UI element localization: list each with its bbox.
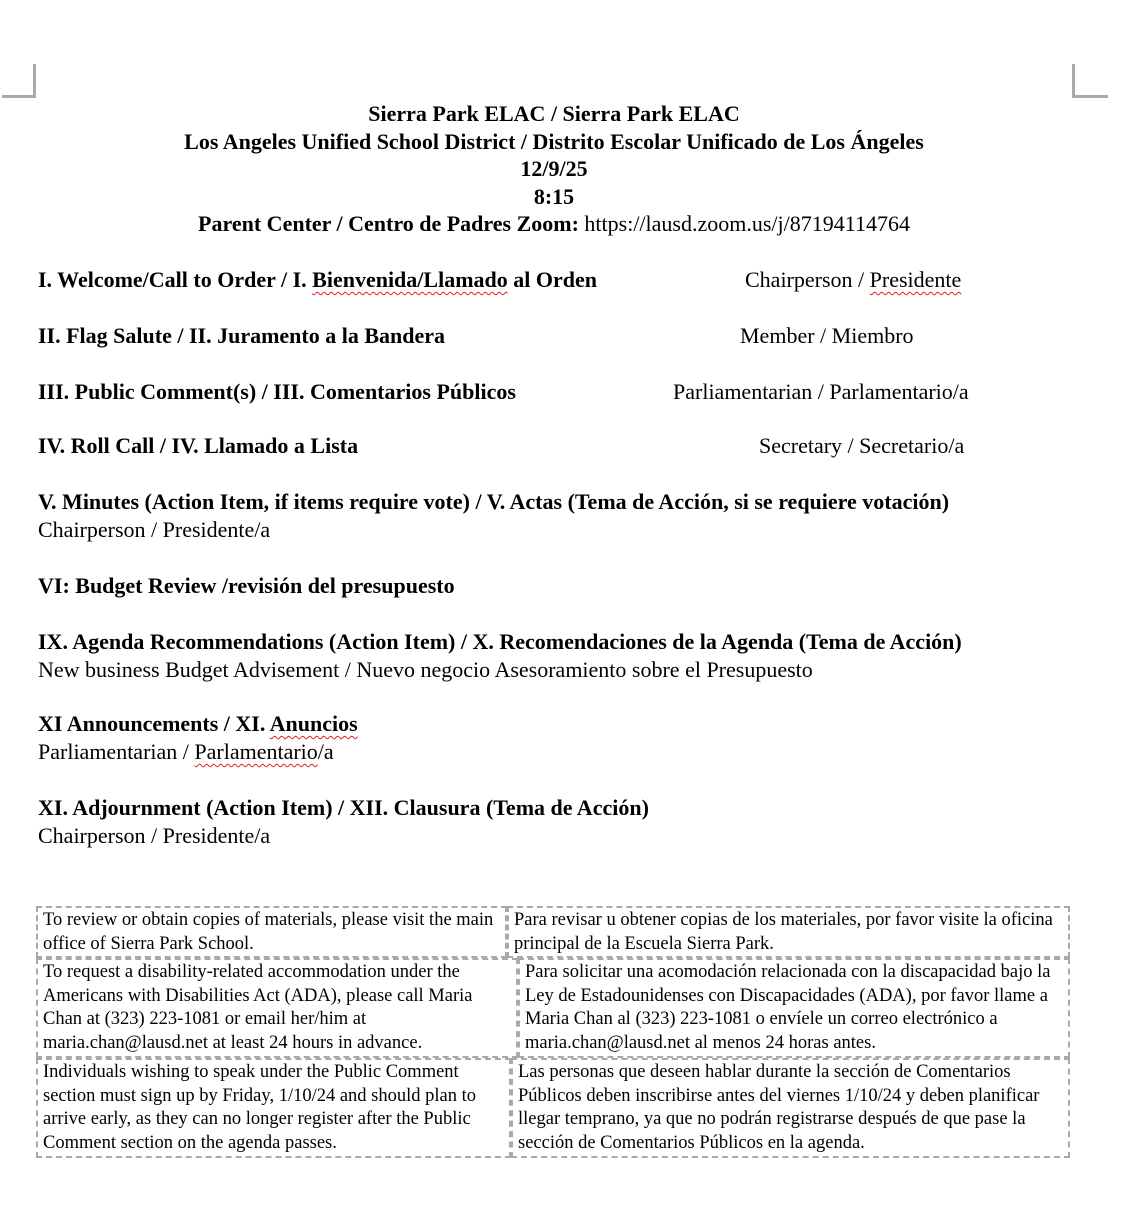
spellcheck-flagged-word[interactable]: Parlamentario [194,739,318,764]
notice-english: To request a disability-related accommodation under the Americans with Disabilities Act (ADA), please call Maria Chan at (323) 223-1081 or email her/him at maria.chan@lausd.net at least 24 hours in advance. [36,958,518,1058]
agenda-item-2-role: Member / Miembro [740,323,914,348]
agenda-item-role: New business Budget Advisement / Nuevo negocio Asesoramiento sobre el Presupuesto [38,657,813,682]
agenda-item-4-role: Secretary / Secretario/a [759,433,965,458]
meeting-location [0,210,1108,238]
agenda-item-title: VI: Budget Review /revisión del presupuesto [38,573,455,598]
district-name: Los Angeles Unified School District / Distrito Escolar Unificado de Los Ángeles [184,128,924,154]
agenda-item-title: I. Welcome/Call to Order / I. Bienvenida/Llamado al Orden [38,267,597,292]
agenda-item-announcements [38,710,358,766]
agenda-item-9 [38,628,962,684]
notice-english: Individuals wishing to speak under the Public Comment section must sign up by Friday, 1/10/24 and should plan to arrive early, as they can no longer register after the Public Comment section on the agenda passes. [36,1058,511,1158]
notice-english: To review or obtain copies of materials, please visit the main office of Sierra Park School. [36,906,507,958]
notices-table [36,906,1070,1158]
agenda-item-6 [38,572,455,600]
agenda-item-3 [38,378,516,406]
agenda-item-4 [38,432,358,460]
page-corner-mark-top-right [1072,64,1108,98]
agenda-item-title: II. Flag Salute / II. Juramento a la Bandera [38,323,446,348]
agenda-item-title: IX. Agenda Recommendations (Action Item) / X. Recomendaciones de la Agenda (Tema de Acción) [38,629,962,654]
agenda-item-5 [38,488,949,544]
meeting-header [0,100,1108,238]
meeting-title: Sierra Park ELAC / Sierra Park ELAC [368,101,740,126]
agenda-item-2 [38,322,445,350]
notice-row-materials [36,906,1070,958]
spellcheck-flagged-word[interactable]: Anuncios [269,711,358,736]
spellcheck-flagged-word[interactable]: Bienvenida/Llamado [312,267,508,292]
notice-row-accommodation [36,958,1070,1058]
agenda-item-title: XI Announcements / XI. Anuncios [38,711,358,736]
agenda-item-3-role: Parliamentarian / Parlamentario/a [673,379,969,404]
agenda-item-role: Parliamentarian / Parlamentario/a [38,739,334,764]
notice-spanish: Para revisar u obtener copias de los materiales, por favor visite la oficina principal de la Escuela Sierra Park. [507,906,1070,958]
spellcheck-flagged-word[interactable]: Presidente [869,267,962,292]
agenda-item-title: III. Public Comment(s) / III. Comentarios Públicos [38,379,516,404]
agenda-item-title: V. Minutes (Action Item, if items require vote) / V. Actas (Tema de Acción, si se requiere votación) [38,489,950,514]
agenda-item-title: IV. Roll Call / IV. Llamado a Lista [38,433,359,458]
page-corner-mark-top-left [2,64,36,98]
zoom-link[interactable]: https://lausd.zoom.us/j/87194114764 [584,211,910,236]
notice-spanish: Las personas que deseen hablar durante la sección de Comentarios Públicos deben inscribirse antes del viernes 1/10/24 y deben planificar llegar temprano, ya que no podrán registrarse después de que pase la sección de Comentarios Públicos en la agenda. [511,1058,1070,1158]
agenda-item-1 [38,266,597,294]
notice-spanish: Para solicitar una acomodación relacionada con la discapacidad bajo la Ley de Estadounidenses con Discapacidades (ADA), por favor llame a Maria Chan al (323) 223-1081 o envíele un correo electrónico a maria.chan@lausd.net al menos 24 horas antes. [518,958,1070,1058]
meeting-date: 12/9/25 [520,156,588,181]
meeting-time: 8:15 [533,183,575,209]
agenda-item-title: XI. Adjournment (Action Item) / XII. Clausura (Tema de Acción) [38,795,649,820]
agenda-item-1-role: Chairperson / Presidente [745,267,962,292]
agenda-item-role: Chairperson / Presidente/a [38,823,271,848]
agenda-item-adjournment [38,794,649,850]
agenda-item-role: Chairperson / Presidente/a [38,517,271,542]
notice-row-public-comment [36,1058,1070,1158]
location-label: Parent Center / Centro de Padres Zoom: [198,211,579,236]
